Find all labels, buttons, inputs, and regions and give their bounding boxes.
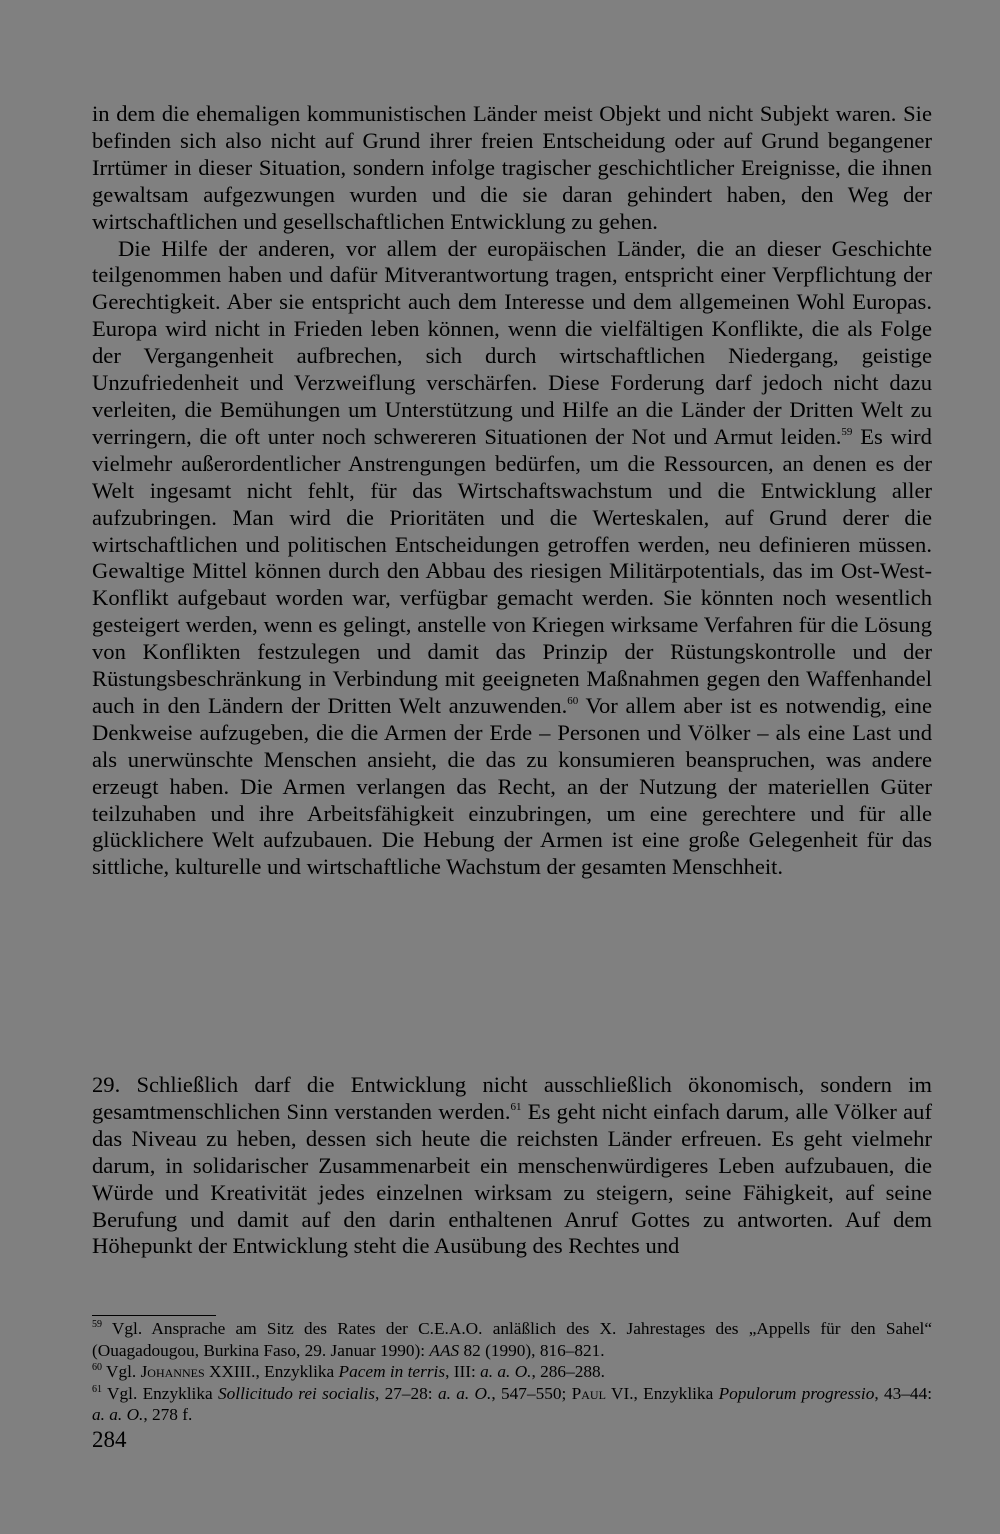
paragraph-text: 29. Schließlich darf die Entwicklung nicht ausschließlich ökonomisch, sondern im gesamtmenschlichen Sinn verstanden werden. — [92, 1072, 932, 1124]
footnote-text: , 43–44: — [874, 1383, 933, 1403]
paragraph-continuation: in dem die ehemaligen kommunistischen Länder meist Objekt und nicht Subjekt waren. Sie befinden sich also nicht auf Grund ihrer freien Entscheidung oder auf Grund begangener Irrtümer in dieser Situation, sondern infolge tragischer geschichtlicher Ereignisse, die ihnen gewaltsam aufgezwungen wurden und die sie daran gehindert haben, den Weg der wirtschaftlichen und gesellschaftlichen Entwicklung zu gehen. — [92, 101, 932, 234]
footnote-text: Vgl. — [102, 1362, 141, 1381]
footnote-text: , 278 f. — [143, 1405, 193, 1424]
footnote-text: , III: — [445, 1362, 481, 1381]
footnote-text: , 286–288. — [531, 1362, 605, 1381]
footnote-italic: AAS — [429, 1340, 460, 1360]
footnote-italic: a. a. O. — [480, 1362, 532, 1381]
footnote-text: 82 (1990), 816–821. — [459, 1340, 605, 1360]
footnote-61 — [92, 1383, 932, 1426]
paragraph-29 — [92, 1072, 932, 1260]
paragraph-text: Es geht nicht einfach darum, alle Völker auf das Niveau zu heben, dessen sich heute die reichsten Länder erfreuen. Es geht vielmehr darum, in solidarischer Zusammenarbeit ein menschenwürdigeres Leben aufzubauen, die Würde und Kreativität jedes einzelnen wirksam zu steigern, seine Fähigkeit, auf seine Berufung und damit auf den darin enthaltenen Anruf Gottes zu antworten. Auf dem Höhepunkt der Entwicklung steht die Ausübung des Rechtes und — [92, 1098, 933, 1259]
footnote-number: 59 — [92, 1319, 102, 1330]
main-body-text — [92, 101, 932, 881]
footnote-text: , 27–28: — [374, 1383, 438, 1403]
footnote-title: Pacem in terris — [338, 1362, 446, 1381]
footnote-author: Paul — [571, 1383, 606, 1403]
paragraph-text: Es wird vielmehr außerordentlicher Anstrengungen bedürfen, um die Ressourcen, an denen es der Welt ingesamt nicht fehlt, für das Wirtschaftswachstum und die Entwicklung aller aufzubringen. Man wird die Prioritäten und die Werteskalen, auf Grund derer die wirtschaftlichen und politischen Entscheidungen getroffen werden, neu definieren müssen. Gewaltige Mittel können durch den Abbau des riesigen Militärpotentials, das im Ost-West-Konflikt aufgebaut worden war, verfügbar gemacht werden. Sie könnten noch wesentlich gesteigert werden, wenn es gelingt, anstelle von Kriegen wirksame Verfahren für die Lösung von Konflikten festzulegen und damit das Prinzip der Rüstungskontrolle und der Rüstungsbeschränkung in Verbindung mit geeigneten Maßnahmen gegen den Waffenhandel auch in den Ländern der Dritten Welt anzuwenden. — [92, 423, 932, 718]
footnote-ref-60[interactable]: 60 — [567, 694, 579, 707]
paragraph-aid-europe — [92, 236, 932, 882]
section-29 — [92, 1072, 932, 1260]
footnote-ref-59[interactable]: 59 — [841, 425, 853, 438]
page-number: 284 — [92, 1427, 127, 1452]
footnote-ref-61[interactable]: 61 — [510, 1100, 522, 1113]
footnote-text: Vgl. Ansprache am Sitz des Rates der C.E.A.O. anläßlich des X. Jahrestages des „Appells für den Sahel“ (Ouagadougou, Burkina Faso, 29. Januar 1990): — [92, 1319, 932, 1360]
footnote-italic: a. a. O. — [92, 1405, 144, 1424]
footnote-title: Populorum progressio — [718, 1383, 875, 1403]
paragraph-text: Vor allem aber ist es notwendig, eine Denkweise aufzugeben, die die Armen der Erde – Personen und Völker – als eine Last und als unerwünschte Menschen ansieht, die das zu konsumieren beanspruchen, was andere erzeugt haben. Die Armen verlangen das Recht, an der Nutzung der materiellen Güter teilzuhaben und ihre Arbeitsfähigkeit einzubringen, um eine gerechtere und für alle glücklichere Welt aufzubauen. Die Hebung der Armen ist eine große Gelegenheit für das sittliche, kulturelle und wirtschaftliche Wachstum der gesamten Menschheit. — [92, 692, 932, 880]
paragraph-text: Die Hilfe der anderen, vor allem der europäischen Länder, die an dieser Geschichte teilgenommen haben und dafür Mitverantwortung tragen, entspricht einer Verpflichtung der Gerechtigkeit. Aber sie entspricht auch dem Interesse und dem allgemeinen Wohl Europas. Europa wird nicht in Frieden leben können, wenn die vielfältigen Konflikte, die als Folge der Vergangenheit aufbrechen, sich durch wirtschaftlichen Niedergang, geistige Unzufriedenheit und Verzweiflung verschärfen. Diese Forderung darf jedoch nicht dazu verleiten, die Bemühungen um Unterstützung und Hilfe an die Länder der Dritten Welt zu verringern, die oft unter noch schwereren Situationen der Not und Armut leiden. — [92, 235, 932, 449]
footnote-60 — [92, 1361, 932, 1383]
footnote-text: , 547–550; — [491, 1383, 572, 1403]
footnote-number: 61 — [92, 1383, 102, 1395]
footnote-text: VI., Enzyklika — [605, 1383, 719, 1403]
footnote-author: Johannes — [140, 1362, 205, 1381]
footnotes — [92, 1318, 932, 1426]
footnote-number: 60 — [92, 1362, 102, 1373]
footnote-title: Sollicitudo rei socialis — [218, 1383, 375, 1403]
footnote-59 — [92, 1318, 932, 1361]
footnote-divider — [92, 1315, 216, 1316]
footnote-text: Vgl. Enzyklika — [102, 1383, 219, 1403]
footnote-italic: a. a. O. — [437, 1383, 492, 1403]
footnote-text: XXIII., Enzyklika — [204, 1362, 339, 1381]
